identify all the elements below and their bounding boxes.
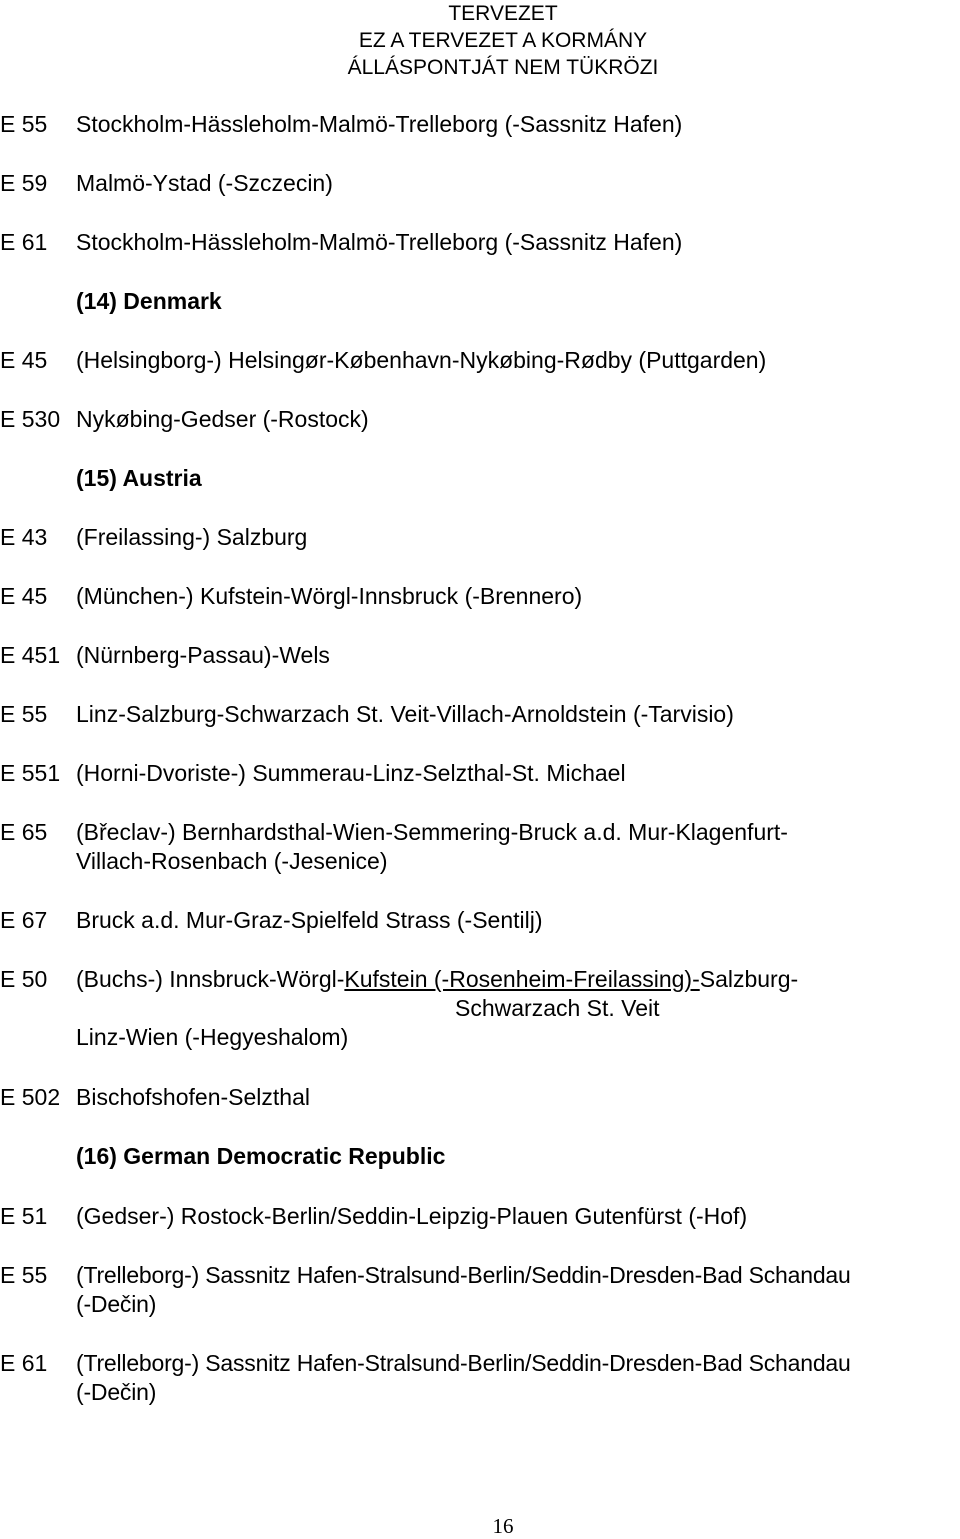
route-code: E 65: [0, 819, 48, 845]
route-description: Stockholm-Hässleholm-Malmö-Trelleborg (-Sassnitz Hafen): [76, 111, 683, 137]
route-description: Nykøbing-Gedser (-Rostock): [76, 406, 369, 432]
route-code: E 451: [0, 642, 61, 668]
route-description-line-2: Villach-Rosenbach (-Jesenice): [76, 848, 388, 874]
route-description: [76, 818, 788, 876]
route-code: E 61: [0, 1350, 48, 1376]
route-segment-underlined: Kufstein (-Rosenheim-Freilassing)-: [344, 966, 700, 992]
route-description-line-1: [76, 965, 798, 994]
route-row: [0, 965, 960, 1052]
section-heading-denmark: (14) Denmark: [76, 288, 222, 314]
route-segment-plain: Salzburg-: [699, 966, 799, 992]
draft-notice-header: [0, 0, 960, 81]
route-description: Bruck a.d. Mur-Graz-Spielfeld Strass (-Sentilj): [76, 907, 543, 933]
route-code: E 55: [0, 701, 48, 727]
route-code: E 43: [0, 524, 48, 550]
route-segment-plain: (Buchs-) Innsbruck-Wörgl-: [76, 966, 345, 992]
route-description: (Freilassing-) Salzburg: [76, 524, 308, 550]
route-description: Linz-Salzburg-Schwarzach St. Veit-Villach-Arnoldstein (-Tarvisio): [76, 701, 734, 727]
route-description: (Helsingborg-) Helsingør-København-Nykøbing-Rødby (Puttgarden): [76, 347, 767, 373]
route-row: [0, 818, 960, 876]
route-code: E 530: [0, 406, 61, 432]
route-code: E 502: [0, 1084, 61, 1110]
route-description: Malmö-Ystad (-Szczecin): [76, 170, 333, 196]
route-description: (Horni-Dvoriste-) Summerau-Linz-Selzthal-St. Michael: [76, 760, 626, 786]
route-description: [76, 1261, 851, 1319]
route-code: E 551: [0, 760, 61, 786]
route-code: E 45: [0, 347, 48, 373]
route-code: E 55: [0, 111, 48, 137]
route-code: E 55: [0, 1262, 48, 1288]
route-description-line-1: (Trelleborg-) Sassnitz Hafen-Stralsund-Berlin/Seddin-Dresden-Bad Schandau: [76, 1262, 851, 1288]
route-description-line-2: (-Dečin): [76, 1291, 157, 1317]
route-description-line-2: Schwarzach St. Veit: [455, 995, 660, 1021]
route-code: E 45: [0, 583, 48, 609]
section-heading-austria: (15) Austria: [76, 465, 202, 491]
route-description: (München-) Kufstein-Wörgl-Innsbruck (-Brennero): [76, 583, 583, 609]
route-description: [76, 1349, 851, 1407]
route-description: Bischofshofen-Selzthal: [76, 1084, 310, 1110]
draft-notice-line-1: TERVEZET: [448, 2, 558, 25]
route-code: E 51: [0, 1203, 48, 1229]
route-description: (Nürnberg-Passau)-Wels: [76, 642, 330, 668]
draft-notice-line-2: EZ A TERVEZET A KORMÁNY: [358, 29, 648, 52]
section-heading-gdr: (16) German Democratic Republic: [76, 1143, 446, 1169]
draft-notice-line-3: ÁLLÁSPONTJÁT NEM TÜKRÖZI: [347, 56, 659, 79]
route-code: E 67: [0, 907, 48, 933]
route-code: E 50: [0, 966, 48, 992]
route-description: (Gedser-) Rostock-Berlin/Seddin-Leipzig-Plauen Gutenfürst (-Hof): [76, 1203, 748, 1229]
route-description: Stockholm-Hässleholm-Malmö-Trelleborg (-Sassnitz Hafen): [76, 229, 683, 255]
route-code: E 61: [0, 229, 48, 255]
route-description-line-3: Linz-Wien (-Hegyeshalom): [76, 1024, 349, 1050]
route-row: [0, 1349, 960, 1407]
route-code: E 59: [0, 170, 48, 196]
page-number: 16: [492, 1514, 514, 1538]
route-description-line-1: (Trelleborg-) Sassnitz Hafen-Stralsund-Berlin/Seddin-Dresden-Bad Schandau: [76, 1350, 851, 1376]
route-row: [0, 1261, 960, 1319]
route-description-line-1: (Břeclav-) Bernhardsthal-Wien-Semmering-Bruck a.d. Mur-Klagenfurt-: [76, 819, 788, 845]
route-description-line-2: (-Dečin): [76, 1379, 157, 1405]
